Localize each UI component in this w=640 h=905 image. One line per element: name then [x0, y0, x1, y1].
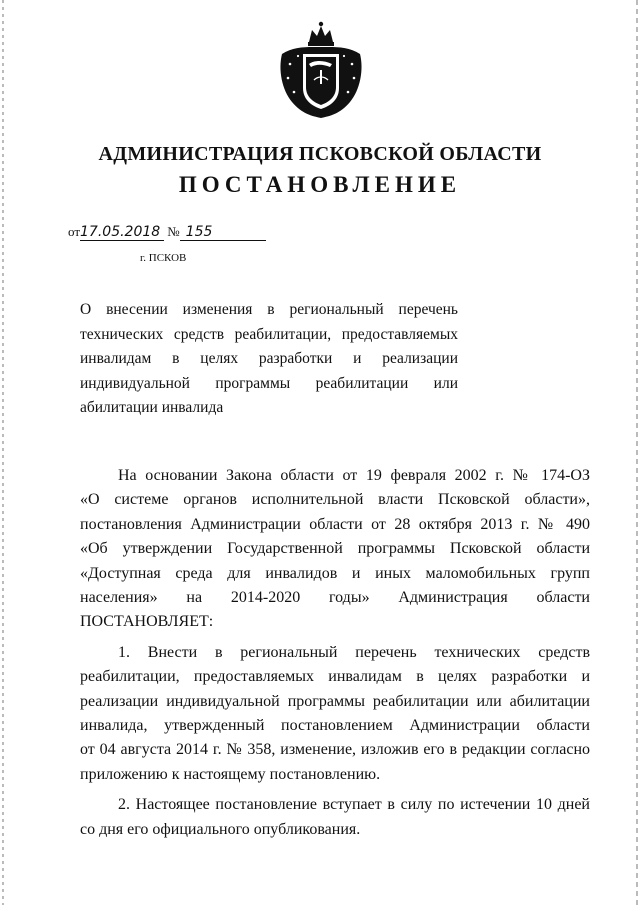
preamble-line: населения» на 2014-2020 годы» Администрация области — [80, 589, 590, 607]
subject-line: абилитации инвалида — [80, 399, 224, 416]
preamble-line: «Об утверждении Государственной программы Псковской области — [80, 540, 590, 558]
document-date: 17.05.2018 — [80, 224, 161, 240]
item1-line: реабилитации, предоставляемых инвалидам в целях разработки и — [80, 668, 590, 686]
preamble-line: «О системе органов исполнительной власти Псковской области», — [80, 491, 590, 509]
subject-line: технических средств реабилитации, предоставляемых — [80, 325, 458, 343]
item1-line: 1. Внести в региональный перечень технических средств — [118, 643, 590, 661]
document-body — [80, 464, 590, 842]
item1-line: инвалида, утвержденный постановлением Администрации области — [80, 717, 590, 735]
coat-of-arms-emblem — [276, 20, 366, 120]
item1-line: приложению к настоящему постановлению. — [80, 765, 381, 783]
document-type-title: ПОСТАНОВЛЕНИЕ — [178, 172, 462, 197]
item1-line: реализации индивидуальной программы реабилитации или абилитации — [80, 692, 590, 710]
document-subject — [80, 298, 458, 421]
number-prefix: № — [167, 224, 180, 239]
preamble-line: постановления Администрации области от 28 октября 2013 г. № 490 — [80, 515, 590, 533]
subject-line: индивидуальной программы реабилитации или — [80, 374, 458, 392]
preamble-resolves: ПОСТАНОВЛЯЕТ: — [80, 613, 214, 631]
item1-line: от 04 августа 2014 г. № 358, изменение, изложив его в редакции согласно — [80, 741, 590, 759]
document-date-number — [68, 224, 266, 241]
scan-edge-left — [2, 0, 4, 905]
preamble-line: «Доступная среда для инвалидов и иных маломобильных групп — [80, 564, 590, 582]
item2-line: 2. Настоящее постановление вступает в силу по истечении 10 дней — [118, 796, 590, 814]
organization-title: АДМИНИСТРАЦИЯ ПСКОВСКОЙ ОБЛАСТИ — [98, 143, 542, 165]
subject-line: О внесении изменения в региональный перечень — [80, 301, 458, 318]
preamble-line: На основании Закона области от 19 февраля 2002 г. № 174-ОЗ — [118, 467, 590, 484]
city-label: г. ПСКОВ — [140, 252, 187, 264]
document-number: 155 — [185, 224, 213, 240]
subject-line: инвалидам в целях разработки и реализации — [80, 350, 458, 367]
scan-edge-right — [636, 0, 638, 905]
date-prefix: от — [68, 224, 81, 239]
item2-line: со дня его официального опубликования. — [80, 820, 361, 838]
